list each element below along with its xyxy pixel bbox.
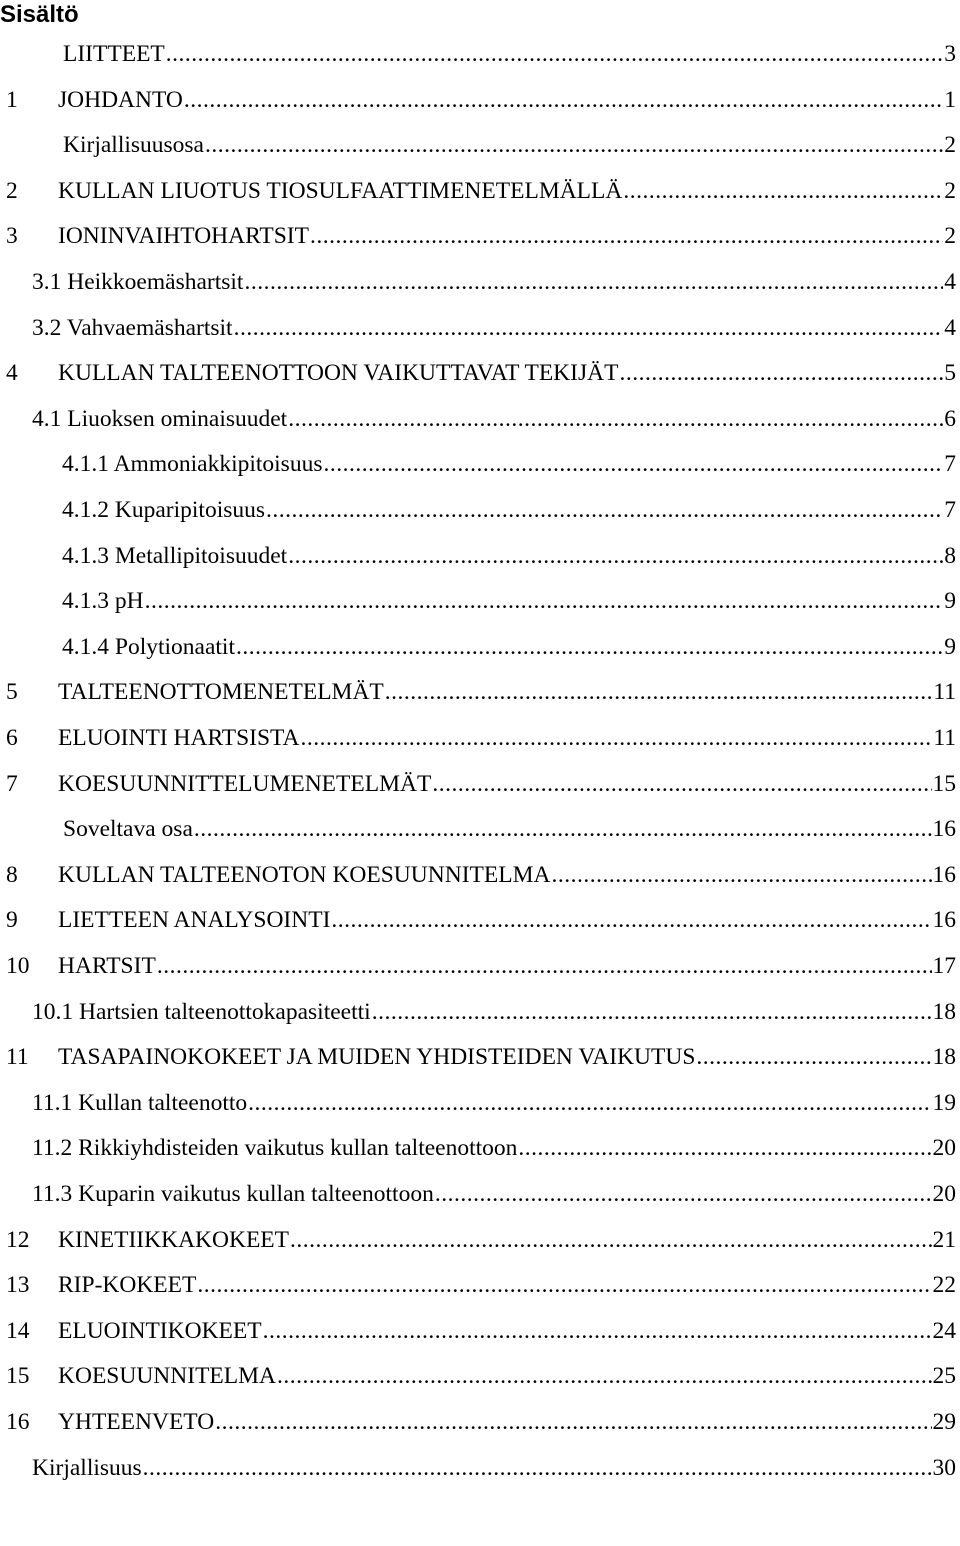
dot-leader	[435, 1178, 932, 1210]
toc-entry-page-number: 7	[944, 451, 956, 478]
toc-entry-label: KULLAN LIUOTUS TIOSULFAATTIMENETELMÄLLÄ	[58, 177, 623, 204]
toc-entry-page-number: 22	[932, 1272, 956, 1299]
toc-entry-number: 16	[6, 1409, 30, 1435]
toc-entry-label: Soveltava osa	[63, 816, 193, 843]
toc-entry-page-number: 2	[944, 177, 956, 204]
dot-leader	[623, 175, 943, 207]
toc-entry-number: 11	[6, 1044, 29, 1071]
toc-entry-label: YHTEENVETO	[58, 1409, 215, 1435]
toc-entry-number: 1	[6, 86, 18, 113]
toc-entry-label: KINETIIKKAKOKEET	[58, 1226, 290, 1253]
toc-entry-label: KOESUUNNITTELUMENETELMÄT	[58, 770, 432, 797]
toc-entry-page-number: 18	[932, 998, 956, 1025]
dot-leader	[323, 448, 943, 480]
toc-entry[interactable]	[0, 585, 956, 617]
dot-leader	[215, 1406, 931, 1438]
toc-entry-page-number: 3	[944, 41, 956, 67]
toc-entry[interactable]	[0, 859, 956, 891]
toc-entry[interactable]	[0, 768, 956, 800]
toc-entry-page-number: 16	[932, 907, 956, 934]
toc-entry[interactable]	[0, 904, 956, 936]
toc-entry-page-number: 9	[944, 588, 956, 615]
toc-entry-number: 6	[6, 725, 18, 751]
toc-entry[interactable]	[0, 676, 956, 708]
toc-entry-label: 3.2 Vahvaemäshartsit	[32, 314, 233, 341]
dot-leader	[518, 1132, 931, 1164]
toc-entry[interactable]	[0, 1132, 956, 1164]
toc-entry-number: 9	[6, 907, 18, 934]
toc-entry-page-number: 6	[944, 405, 956, 432]
toc-entry-label: IONINVAIHTOHARTSIT	[58, 223, 309, 250]
toc-entry-page-number: 18	[932, 1044, 956, 1071]
toc-entry-page-number: 1	[944, 86, 956, 113]
toc-entry-label: 4.1.2 Kuparipitoisuus	[62, 497, 266, 523]
toc-entry[interactable]	[0, 1315, 956, 1347]
dot-leader	[331, 904, 931, 936]
dot-leader	[197, 1269, 931, 1301]
toc-entry-page-number: 11	[933, 679, 956, 706]
toc-entry-label: 3.1 Heikkoemäshartsit	[32, 269, 244, 295]
dot-leader	[432, 768, 931, 800]
toc-entry-page-number: 30	[932, 1454, 956, 1481]
toc-entry-page-number: 16	[932, 861, 956, 888]
toc-entry-label: RIP-KOKEET	[58, 1272, 197, 1299]
dot-leader	[300, 722, 932, 754]
toc-entry-page-number: 9	[944, 633, 956, 660]
toc-entry[interactable]	[0, 1406, 956, 1438]
toc-entry-label: 11.3 Kuparin vaikutus kullan talteenottoon	[32, 1181, 434, 1207]
toc-entry-number: 8	[6, 861, 18, 888]
toc-entry[interactable]	[0, 448, 956, 480]
toc-entry[interactable]	[0, 220, 956, 252]
toc-entry[interactable]	[0, 357, 956, 389]
toc-entry[interactable]	[0, 1452, 956, 1484]
toc-entry[interactable]	[0, 950, 956, 982]
toc-entry-label: Kirjallisuusosa	[63, 132, 204, 159]
toc-entry-page-number: 25	[932, 1363, 956, 1390]
toc-entry-label: 4.1.1 Ammoniakkipitoisuus	[62, 451, 323, 478]
toc-entry-page-number: 24	[932, 1317, 956, 1344]
toc-entry-number: 13	[6, 1272, 30, 1299]
toc-entry-number: 14	[6, 1317, 30, 1344]
toc-entry-label: 4.1.3 Metallipitoisuudet	[62, 542, 288, 569]
toc-entry[interactable]	[0, 540, 956, 572]
dot-leader	[205, 129, 943, 161]
toc-entry-page-number: 21	[932, 1226, 956, 1253]
dot-leader	[619, 357, 943, 389]
dot-leader	[290, 1224, 931, 1256]
toc-entry-label: JOHDANTO	[58, 86, 183, 113]
toc-entry-page-number: 20	[932, 1135, 956, 1162]
toc-entry-page-number: 7	[944, 497, 956, 523]
toc-entry[interactable]	[0, 1224, 956, 1256]
toc-entry-number: 7	[6, 770, 18, 797]
toc-entry-label: 11.2 Rikkiyhdisteiden vaikutus kullan talteenottoon	[32, 1135, 518, 1162]
toc-entry-number: 2	[6, 177, 18, 204]
toc-entry[interactable]	[0, 631, 956, 663]
toc-entry-page-number: 11	[933, 725, 956, 751]
toc-entry-label: HARTSIT	[58, 953, 156, 979]
dot-leader	[266, 494, 943, 526]
toc-entry-label: KULLAN TALTEENOTON KOESUUNNITELMA	[58, 861, 551, 888]
dot-leader	[184, 84, 943, 116]
toc-entry-page-number: 8	[944, 542, 956, 569]
toc-entry[interactable]	[0, 129, 956, 161]
dot-leader	[166, 38, 943, 70]
toc-entry[interactable]	[0, 312, 956, 344]
toc-entry[interactable]	[0, 84, 956, 116]
toc-entry-label: ELUOINTIKOKEET	[58, 1317, 262, 1344]
toc-entry-label: LIETTEEN ANALYSOINTI	[58, 907, 331, 934]
toc-entry-page-number: 16	[932, 816, 956, 843]
toc-entry-label: 4.1.3 pH	[62, 588, 144, 615]
toc-entry-label: KOESUUNNITELMA	[58, 1363, 277, 1390]
toc-entry-number: 4	[6, 360, 18, 387]
toc-entry[interactable]	[0, 722, 956, 754]
toc-entry-label: 11.1 Kullan talteenotto	[32, 1089, 248, 1116]
dot-leader	[385, 676, 933, 708]
toc-entry-number: 12	[6, 1226, 30, 1253]
toc-entry-label: TALTEENOTTOMENETELMÄT	[58, 679, 384, 706]
toc-entry-number: 5	[6, 679, 18, 706]
toc-entry-number: 15	[6, 1363, 30, 1390]
dot-leader	[143, 1452, 932, 1484]
dot-leader	[236, 631, 943, 663]
toc-entry[interactable]	[0, 996, 956, 1028]
toc-entry-label: 4.1 Liuoksen ominaisuudet	[32, 405, 288, 432]
dot-leader	[288, 403, 943, 435]
dot-leader	[277, 1360, 931, 1392]
dot-leader	[194, 813, 932, 845]
dot-leader	[696, 1041, 931, 1073]
dot-leader	[244, 266, 943, 298]
toc-entry-page-number: 5	[944, 360, 956, 387]
toc-entry-page-number: 20	[932, 1181, 956, 1207]
toc-entry[interactable]	[0, 175, 956, 207]
dot-leader	[551, 859, 931, 891]
toc-entry-page-number: 19	[932, 1089, 956, 1116]
dot-leader	[145, 585, 944, 617]
dot-leader	[310, 220, 943, 252]
toc-entry-page-number: 17	[932, 953, 956, 979]
toc-entry-label: LIITTEET	[63, 41, 165, 67]
dot-leader	[157, 950, 932, 982]
toc-entry-page-number: 2	[944, 223, 956, 250]
toc-entry-label: TASAPAINOKOKEET JA MUIDEN YHDISTEIDEN VAIKUTUS	[58, 1044, 696, 1071]
toc-entry[interactable]	[0, 1041, 956, 1073]
toc-entry-number: 3	[6, 223, 18, 250]
toc-entry-number: 10	[6, 953, 30, 979]
toc-entry[interactable]	[0, 1178, 956, 1210]
dot-leader	[372, 996, 932, 1028]
toc-entry-label: 4.1.4 Polytionaatit	[62, 633, 235, 660]
toc-entry-page-number: 4	[944, 269, 956, 295]
toc-entry-page-number: 29	[932, 1409, 956, 1435]
toc-entry[interactable]	[0, 1360, 956, 1392]
toc-heading: Sisältö	[0, 1, 79, 28]
toc-entry[interactable]	[0, 266, 956, 298]
dot-leader	[263, 1315, 932, 1347]
toc-entry-label: ELUOINTI HARTSISTA	[58, 725, 300, 751]
toc-entry-label: Kirjallisuus	[32, 1454, 142, 1481]
toc-entry-label: 10.1 Hartsien talteenottokapasiteetti	[32, 998, 371, 1025]
toc-entry[interactable]	[0, 813, 956, 845]
dot-leader	[248, 1087, 931, 1119]
toc-entry[interactable]	[0, 38, 956, 70]
toc-entry[interactable]	[0, 494, 956, 526]
toc-entry-page-number: 4	[944, 314, 956, 341]
toc-entry-page-number: 2	[944, 132, 956, 159]
toc-entry-label: KULLAN TALTEENOTTOON VAIKUTTAVAT TEKIJÄT	[58, 360, 619, 387]
toc-entry-page-number: 15	[932, 770, 956, 797]
dot-leader	[288, 540, 943, 572]
toc-entry[interactable]	[0, 1087, 956, 1119]
toc-entry[interactable]	[0, 1269, 956, 1301]
toc-entry[interactable]	[0, 403, 956, 435]
dot-leader	[234, 312, 944, 344]
